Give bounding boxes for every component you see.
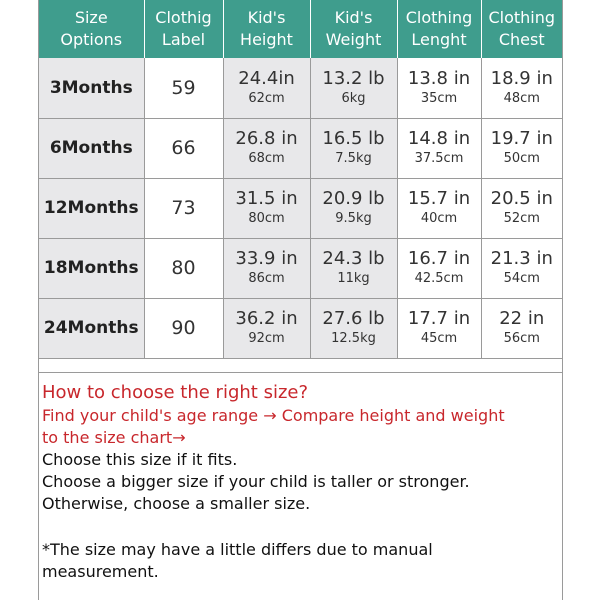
size-cell <box>39 178 144 238</box>
weight-cell <box>310 238 397 298</box>
clothing-label-value: 73 <box>171 197 196 219</box>
height-cm: 86cm <box>248 271 285 286</box>
table-row <box>39 58 562 118</box>
weight-lb: 16.5 lb <box>322 128 385 149</box>
size-cell <box>39 238 144 298</box>
height-cm: 80cm <box>248 211 285 226</box>
table-row <box>39 298 562 358</box>
label-cell <box>144 58 223 118</box>
length-inches: 15.7 in <box>407 188 471 209</box>
length-cell <box>397 58 481 118</box>
size-tip-smaller: Otherwise, choose a smaller size. <box>42 494 311 513</box>
weight-kg: 6kg <box>341 90 366 106</box>
header-clothing-chest: Clothing Chest <box>481 0 562 58</box>
header-size-options: Size Options <box>39 0 144 58</box>
length-cell <box>397 298 481 358</box>
clothing-label-value: 59 <box>171 76 196 99</box>
weight-lb: 13.2 lb <box>322 67 385 89</box>
height-inches: 31.5 in <box>235 188 298 209</box>
label-cell <box>144 178 223 238</box>
size-cell <box>39 118 144 178</box>
weight-kg: 7.5kg <box>335 151 372 166</box>
size-table <box>39 0 562 359</box>
clothing-label-value: 90 <box>171 317 196 339</box>
header-clothing-length: Clothing Lenght <box>397 0 481 58</box>
size-cell <box>39 298 144 358</box>
header-kids-weight: Kid's Weight <box>310 0 397 58</box>
length-cell <box>397 118 481 178</box>
chest-cell <box>481 238 562 298</box>
chest-cell <box>481 298 562 358</box>
chest-cm: 54cm <box>503 271 540 286</box>
length-inches: 17.7 in <box>407 308 471 329</box>
height-cm: 62cm <box>248 90 285 106</box>
length-cm: 40cm <box>420 211 458 226</box>
header-clothing-label: Clothig Label <box>144 0 223 58</box>
height-cell <box>223 178 310 238</box>
height-cell <box>223 298 310 358</box>
header-kids-height: Kid's Height <box>223 0 310 58</box>
size-tip-bigger: Choose a bigger size if your child is taller or stronger. <box>42 472 470 491</box>
chest-inches: 22 in <box>499 308 545 329</box>
length-cell <box>397 178 481 238</box>
label-cell <box>144 298 223 358</box>
size-guide-notes <box>39 372 562 600</box>
weight-kg: 9.5kg <box>335 211 372 226</box>
size-guide-instruction-line-2: to the size chart→ <box>42 428 186 447</box>
length-cm: 35cm <box>420 90 458 106</box>
chest-cell <box>481 178 562 238</box>
length-cm: 45cm <box>420 331 458 346</box>
length-cm: 37.5cm <box>414 151 464 166</box>
length-cm: 42.5cm <box>414 271 464 286</box>
chest-cell <box>481 118 562 178</box>
clothing-label-value: 80 <box>171 257 196 279</box>
length-cell <box>397 238 481 298</box>
label-cell <box>144 118 223 178</box>
height-cell <box>223 238 310 298</box>
chest-cm: 56cm <box>503 331 540 346</box>
clothing-label-value: 66 <box>171 137 196 159</box>
size-name: 12Months <box>43 198 139 218</box>
chest-inches: 20.5 in <box>490 188 553 209</box>
height-cm: 68cm <box>248 151 285 166</box>
length-inches: 13.8 in <box>407 67 471 89</box>
chest-cm: 48cm <box>503 90 540 106</box>
height-cm: 92cm <box>248 331 285 346</box>
height-inches: 26.8 in <box>235 128 298 149</box>
weight-lb: 27.6 lb <box>322 308 385 329</box>
size-disclaimer-line-1: *The size may have a little differs due to manual <box>42 540 433 559</box>
size-name: 18Months <box>43 258 139 278</box>
table-row <box>39 178 562 238</box>
chest-cm: 50cm <box>503 151 540 166</box>
notes-spacer <box>42 515 562 539</box>
chest-inches: 21.3 in <box>490 248 553 269</box>
height-cell <box>223 58 310 118</box>
weight-lb: 24.3 lb <box>322 248 385 269</box>
weight-lb: 20.9 lb <box>322 188 385 209</box>
chest-cm: 52cm <box>503 211 540 226</box>
size-name: 24Months <box>43 318 139 338</box>
height-cell <box>223 118 310 178</box>
chest-inches: 18.9 in <box>490 67 553 89</box>
size-name: 6Months <box>49 138 133 158</box>
table-header-row <box>39 0 562 58</box>
height-inches: 36.2 in <box>235 308 298 329</box>
weight-kg: 11kg <box>337 271 370 286</box>
height-inches: 24.4in <box>238 67 295 89</box>
weight-cell <box>310 298 397 358</box>
length-inches: 14.8 in <box>407 128 471 149</box>
length-inches: 16.7 in <box>407 248 471 269</box>
size-name: 3Months <box>49 77 133 98</box>
height-inches: 33.9 in <box>235 248 298 269</box>
size-guide-instruction-line-1: Find your child's age range → Compare height and weight <box>42 406 505 425</box>
table-row <box>39 118 562 178</box>
size-chart <box>38 0 563 600</box>
weight-cell <box>310 58 397 118</box>
size-guide-heading: How to choose the right size? <box>42 382 309 403</box>
weight-kg: 12.5kg <box>331 331 376 346</box>
weight-cell <box>310 178 397 238</box>
size-disclaimer-line-2: measurement. <box>42 562 159 581</box>
weight-cell <box>310 118 397 178</box>
label-cell <box>144 238 223 298</box>
chest-inches: 19.7 in <box>490 128 553 149</box>
size-tip-fits: Choose this size if it fits. <box>42 450 238 469</box>
size-cell <box>39 58 144 118</box>
table-row <box>39 238 562 298</box>
chest-cell <box>481 58 562 118</box>
